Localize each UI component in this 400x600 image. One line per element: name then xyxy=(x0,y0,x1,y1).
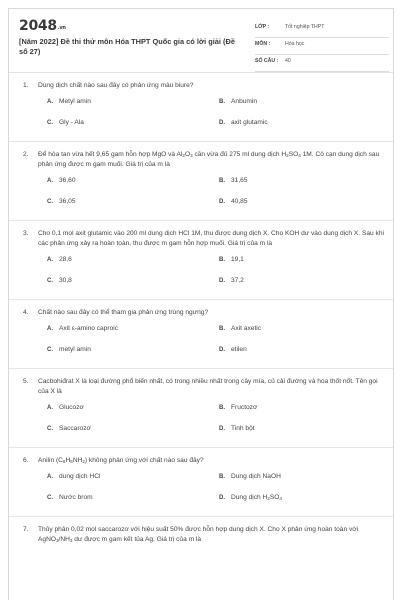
answer-option[interactable] xyxy=(47,276,72,286)
option-label: C. xyxy=(47,426,53,432)
meta-value: 40 xyxy=(285,58,291,64)
divider xyxy=(9,299,394,300)
divider xyxy=(9,220,394,221)
question-4 xyxy=(9,308,394,369)
question-1 xyxy=(9,81,394,142)
option-label: A. xyxy=(47,99,53,105)
option-label: A. xyxy=(47,178,53,184)
option-label: B. xyxy=(219,178,225,184)
question-number: 6. xyxy=(23,457,29,464)
option-text: 19,1 xyxy=(231,256,244,263)
question-5 xyxy=(9,377,394,448)
option-text: metyl amin xyxy=(59,346,91,353)
meta-row-class xyxy=(255,21,389,38)
answer-option[interactable] xyxy=(47,345,91,355)
question-number: 3. xyxy=(23,230,29,237)
answer-option[interactable] xyxy=(47,403,84,413)
option-label: C. xyxy=(47,347,53,353)
exam-title: [Năm 2022] Đề thi thử môn Hóa THPT Quốc gia có lời giải (Đề số 27) xyxy=(19,37,235,56)
question-2 xyxy=(9,150,394,221)
option-text: Dung dịch NaOH xyxy=(231,473,281,480)
answer-option[interactable] xyxy=(219,424,255,434)
exam-meta xyxy=(255,21,389,72)
answer-option[interactable] xyxy=(219,97,257,107)
question-number: 1. xyxy=(23,82,29,89)
answer-option[interactable] xyxy=(219,345,247,355)
option-label: A. xyxy=(47,405,53,411)
answer-option[interactable] xyxy=(219,472,281,482)
option-text: Glucozơ xyxy=(59,404,84,411)
question-number: 5. xyxy=(23,378,29,385)
option-text: 40,85 xyxy=(231,198,248,205)
question-body: Thủy phân 0,02 mol saccarozơ với hiệu suất 50% được hỗn hợp dung dịch X. Cho X phản ứng hoàn toàn với $AgNO_3/NH_3$ dư được m gam kết tủa Ag. Giá trị của m là xyxy=(38,526,359,543)
option-label: B. xyxy=(219,257,225,263)
answer-option[interactable] xyxy=(47,493,93,503)
question-text xyxy=(9,456,394,466)
option-label: C. xyxy=(47,278,53,284)
option-text: etilen xyxy=(231,346,247,353)
question-text xyxy=(9,308,394,318)
answer-options xyxy=(9,255,394,299)
answer-option[interactable] xyxy=(219,176,248,186)
logo-text: 2048 xyxy=(19,18,57,34)
answer-option[interactable] xyxy=(219,276,244,286)
answer-option[interactable] xyxy=(47,97,91,107)
question-6 xyxy=(9,456,394,517)
answer-options xyxy=(9,403,394,447)
logo-suffix: .vn xyxy=(57,25,66,31)
question-body: Chất nào sau đây có thể tham gia phản ứng trùng ngưng? xyxy=(38,309,209,316)
divider xyxy=(9,141,394,142)
option-label: B. xyxy=(219,474,225,480)
answer-option[interactable] xyxy=(219,197,248,207)
question-body: Cacbohiđrat X là loại đường phổ biến nhất, có trong nhiều nhất trong cây mía, củ cải đường và hoa thốt nốt. Tên gọi của X là xyxy=(38,378,378,395)
option-text: 37,2 xyxy=(231,277,244,284)
answer-option[interactable] xyxy=(47,176,76,186)
question-7 xyxy=(9,525,394,545)
option-label: C. xyxy=(47,495,53,501)
answer-option[interactable] xyxy=(219,493,282,503)
option-text: Nước brom xyxy=(59,494,93,501)
option-text: axit glutamic xyxy=(231,119,268,126)
meta-value: Tốt nghiệp THPT xyxy=(285,24,325,30)
option-label: B. xyxy=(219,326,225,332)
meta-value: Hóa học xyxy=(285,41,305,47)
question-body: Dung dịch chất nào sau đây có phản ứng màu biure? xyxy=(38,82,194,89)
option-label: D. xyxy=(219,347,225,353)
divider xyxy=(9,447,394,448)
question-3 xyxy=(9,229,394,300)
meta-key: LỚP : xyxy=(255,24,270,30)
option-text: Gly - Ala xyxy=(59,119,84,126)
option-text: Anbumin xyxy=(231,98,258,105)
question-text xyxy=(9,81,394,91)
answer-option[interactable] xyxy=(47,197,76,207)
option-text: Tinh bột xyxy=(231,425,255,432)
option-label: A. xyxy=(47,474,53,480)
option-label: D. xyxy=(219,278,225,284)
answer-option[interactable] xyxy=(47,324,118,334)
answer-options xyxy=(9,176,394,220)
question-number: 7. xyxy=(23,526,29,533)
question-text xyxy=(9,229,394,249)
answer-option[interactable] xyxy=(47,472,100,482)
option-text: Saccarozơ xyxy=(59,425,91,432)
answer-option[interactable] xyxy=(47,255,72,265)
answer-option[interactable] xyxy=(47,424,91,434)
option-text: 36,60 xyxy=(59,177,76,184)
option-text: Metyl amin xyxy=(59,98,91,105)
question-body: Anilin $(C_6H_5NH_2)$ không phản ứng với chất nào sau đây? xyxy=(38,457,204,464)
question-body: Cho 0,1 mol axit glutamic vào 200 ml dung dịch HCl 1M, thu được dung dịch X. Cho KOH dư vào dung dịch X. Sau khi các phản ứng xảy ra hoàn toàn, thu được m gam hỗn hợp muối. Giá trị của m là xyxy=(38,230,384,247)
option-label: D. xyxy=(219,495,225,501)
divider xyxy=(9,368,394,369)
option-label: D. xyxy=(219,199,225,205)
answer-option[interactable] xyxy=(47,118,84,128)
site-logo[interactable] xyxy=(19,18,66,34)
option-label: B. xyxy=(219,405,225,411)
option-label: A. xyxy=(47,326,53,332)
option-label: D. xyxy=(219,120,225,126)
meta-row-subject xyxy=(255,38,389,55)
answer-option[interactable] xyxy=(219,403,257,413)
option-text: 36,05 xyxy=(59,198,76,205)
option-text: 28,6 xyxy=(59,256,72,263)
question-number: 4. xyxy=(23,309,29,316)
option-text: Dung dịch $H_2SO_4$ xyxy=(231,494,282,501)
answer-options xyxy=(9,472,394,516)
option-text: Axit axetic xyxy=(231,325,262,332)
meta-row-count xyxy=(255,55,389,72)
answer-option[interactable] xyxy=(219,324,261,334)
answer-options xyxy=(9,97,394,141)
question-list xyxy=(9,81,394,545)
question-text xyxy=(9,377,394,397)
answer-option[interactable] xyxy=(219,118,268,128)
question-text xyxy=(9,525,394,545)
option-text: Fructozơ xyxy=(231,404,258,411)
question-body: Để hòa tan vừa hết 9,65 gam hỗn hợp MgO và $Al_2O_3$ cần vừa đủ 275 ml dung dịch $H_2SO_4$ 1M. Cô cạn dung dịch sau phản ứng được m gam muối. Giá trị của m là xyxy=(38,151,380,168)
option-label: C. xyxy=(47,120,53,126)
question-number: 2. xyxy=(23,151,29,158)
exam-page xyxy=(8,8,394,600)
answer-options xyxy=(9,324,394,368)
page-header xyxy=(9,9,393,73)
option-label: B. xyxy=(219,99,225,105)
answer-option[interactable] xyxy=(219,255,244,265)
option-text: 31,65 xyxy=(231,177,248,184)
question-text xyxy=(9,150,394,170)
option-label: C. xyxy=(47,199,53,205)
option-text: 30,8 xyxy=(59,277,72,284)
meta-key: MÔN : xyxy=(255,41,271,47)
option-text: dung dịch HCl xyxy=(59,473,101,480)
option-label: A. xyxy=(47,257,53,263)
divider xyxy=(9,516,394,517)
meta-key: SỐ CÂU : xyxy=(255,58,279,64)
option-label: D. xyxy=(219,426,225,432)
option-text: Axit ε-amino caproic xyxy=(59,325,119,332)
